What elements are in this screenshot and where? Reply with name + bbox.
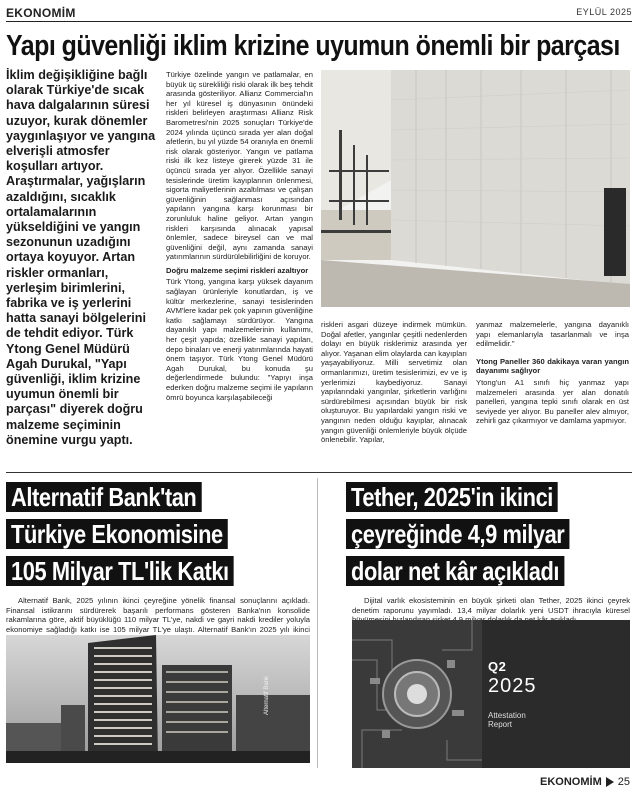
article-column-2	[321, 320, 467, 447]
column-1-paragraph-2: Türk Ytong, yangına karşı yüksek dayanım sağlayan ürünleriyle konutlardan, iş ve kültür merkezlerine, sanayi tesislerinden AVM'lere kadar pek çok yapının güvenliğine katkı sağlamayı sürdürüyor. Yangına dayanıklı yapı malzemelerinin kullanımı, her çeşit yapıda; özellikle sanayi yapıları, depo binaları ve enerji yatırımlarında hayati önem taşıyor. Türk Ytong Genel Müdürü Agah Durukal, bu konuda şu değerlendirmede bulundu: "Yapıyı inşa ederken doğru malzeme seçimi ile yapıların ömrü boyunca karşılaşabileceği	[166, 277, 313, 402]
column-3-paragraph: yanmaz malzemelerle, yangına dayanıklı yapı elemanlarıyla tasarlanmalı ve inşa edilmelidir."	[476, 320, 629, 349]
building-photo	[321, 70, 630, 307]
column-divider	[317, 478, 318, 768]
column-3-paragraph-2: Ytong'un A1 sınıfı hiç yanmaz yapı malzemeleri arasında yer alan donatılı panelleri, yangına tepki sınıfı olarak en üst seviyede yer alıyor. Bu paneller alev almıyor, zehirli gaz çıkarmıyor ve damlama yapmıyor.	[476, 377, 629, 426]
tether-story-body: Dijital varlık ekosisteminin en büyük şirketi olan Tether, 2025 ikinci çeyrek denetim raporunu yayımladı. 13,4 milyar dolarlık yeni USDT ihracıyla küresel	[352, 596, 630, 615]
bank-building-photo	[6, 635, 310, 763]
column-1-paragraph: Türkiye özelinde yangın ve patlamalar, en büyük üç sürekliliği riski olarak ilk beş tehdit arasında gösteriliyor. Allianz Commercial'ın her yıl küresel iş dünyasının önündeki riskleri belirleyen araştırması Allianz Risk Barometresi'nin 2025 sonuçları Türkiye'de 2024 yılında üçüncü sırada yer alan doğal afetlerin, bu yıl yüzde 54 oranıyla en önemli risk olarak gösteriyor. Yangın ve patlama riski ilk kez listeye girerek yüzde 31 ile üçüncü sırada yer alıyor. Özellikle sanayi tesislerinde üretim kayıplarının önlenmesi, sigorta maliyetlerinin azaltılması ve çalışan güvenliğinin sağlanması açısından yapıların yangına karşı korunması bir zorunluluk haline geliyor. Artan yangın riskleri karşısında alınacak yapısal önlemler, sadece bireysel can ve mal güvenliğini değil, aynı zamanda sanayi yatırımlarının sürdürülebilirliğini de koruyor.	[166, 70, 313, 262]
bank-headline-line: Türkiye Ekonomisine	[6, 519, 228, 549]
footer-section: EKONOMİM	[540, 776, 602, 788]
tether-headline	[346, 482, 612, 593]
section-divider	[6, 472, 632, 473]
bank-sign: Alternatif Bank	[264, 675, 270, 715]
page-footer	[540, 776, 630, 788]
section-label: EKONOMİM	[6, 6, 76, 20]
report-caption-line: Attestation	[488, 711, 526, 720]
bank-headline-line: 105 Milyar TL'lik Katkı	[6, 556, 234, 586]
lead-paragraph: İklim değişikliğine bağlı olarak Türkiye'de sıcak hava dalgalarının süresi uzuyor, kurak dönemler yaygınlaşıyor ve yangına elverişli atmosfer koşulları artıyor. Araştırmalar, yağışların azaldığını, sıcaklık ortalamalarının yükseldiğini ve yangın sezonunun uzadığını ortaya koyuyor. Artan riskler ormanları, yerleşim birimlerini, fabrika ve iş yerlerini hatta sanayi bölgelerini de tehdit ediyor. Türk Ytong Genel Müdürü Agah Durukal, "Yapı güvenliği, iklim krizine uyumun önemli bir parçası" diyerek doğru malzeme seçiminin önemine vurgu yaptı.	[6, 68, 156, 447]
report-caption	[488, 711, 526, 729]
report-caption-line: Report	[488, 720, 513, 729]
tether-headline-line: Tether, 2025'in ikinci	[346, 482, 558, 512]
column-2-paragraph: riskleri asgari düzeye indirmek mümkün. Doğal afetler, yangınlar çeşitli nedenlerden dolayı en büyük risklerimiz arasında yer alıyor. Yaşanan elim olaylarda can kayıpları yaşayabiliyoruz. Milli servetimiz olan ormanlarımızı, üretim tesislerimizi, ev ve iş yerlerimizi kaybediyoruz. Sanayi yapılarındaki yangınlar, şirketlerin varlığını sürdürebilmesi açısından büyük bir risk oluşturuyor. Bu yapılardaki yangın riski ve yangının neden olduğu kayıplar, alınacak yangın güvenliği önlemleriyle büyük ölçüde önlenebilir. Yapılar,	[321, 320, 467, 445]
city-night-illustration	[6, 635, 310, 763]
bank-headline-line: Alternatif Bank'tan	[6, 482, 201, 512]
bank-headline	[6, 482, 277, 593]
page-header	[6, 6, 632, 22]
subheading-panels: Ytong Paneller 360 dakikaya varan yangın dayanımı sağlıyor	[476, 356, 629, 376]
subheading-material: Doğru malzeme seçimi riskleri azaltıyor	[166, 265, 309, 275]
report-quarter: Q2	[488, 659, 507, 674]
page-number: 25	[617, 776, 630, 788]
article-column-3	[476, 320, 629, 428]
arrow-right-icon	[606, 777, 614, 787]
article-column-1	[166, 70, 313, 404]
warehouse-illustration	[321, 70, 630, 307]
report-year: 2025	[488, 675, 537, 697]
tether-headline-line: dolar net kâr açıkladı	[346, 556, 564, 586]
tether-headline-line: çeyreğinde 4,9 milyar	[346, 519, 569, 549]
main-headline: Yapı güvenliği iklim krizine uyumun önemli bir parçası	[6, 30, 620, 62]
bank-story-body: Alternatif Bank, 2025 yılının ikinci çeyreğine yönelik finansal sonuçlarını açıkladı. Finansal istikrarını sürdürerek başarılı performans gösteren Banka'nın konsolide rakamlarına göre, aktif büyüklüğü 110 milyar TL'ye, nakdi ve gayri nakdi krediler yoluyla ekonomiye sağladığı katkı ise 105 milyar TL'ye ulaştı. Alternatif Bank'ın 2025 yılı ikinci	[6, 596, 310, 634]
issue-date: EYLÜL 2025	[576, 7, 632, 17]
